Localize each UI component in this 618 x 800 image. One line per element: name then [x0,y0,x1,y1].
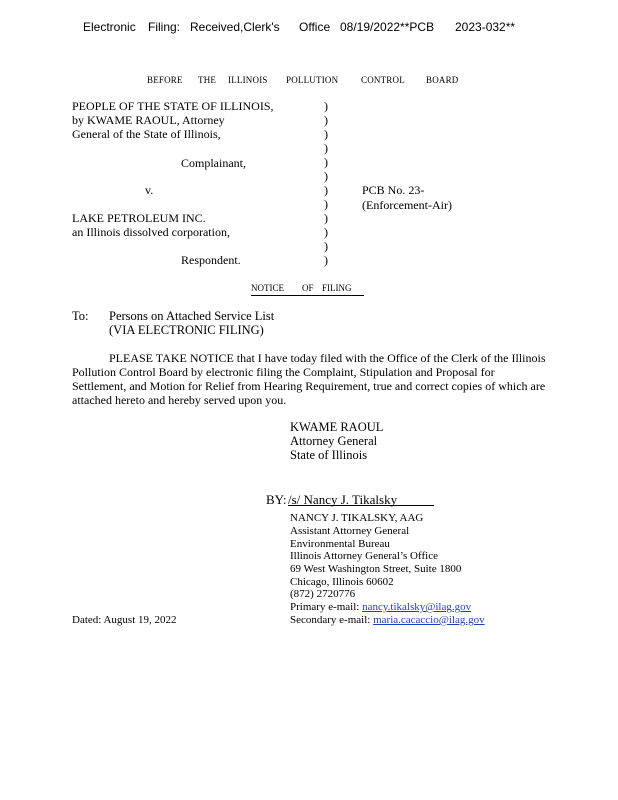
contact-line: Environmental Bureau [290,538,390,550]
caption-paren: ) [324,127,328,141]
body-line: Pollution Control Board by electronic filing the Complaint, Stipulation and Proposal for [72,365,495,379]
primary-email-link[interactable]: nancy.tikalsky@ilag.gov [362,601,472,613]
body-line: Settlement, and Motion for Relief from Hearing Requirement, true and correct copies of which are [72,379,546,393]
caption-paren: ) [324,239,328,253]
header-received: Received,Clerk's [190,20,280,34]
contact-line: Chicago, Illinois 60602 [290,576,394,588]
caption-paren: ) [324,197,328,211]
respondent-label: Respondent. [181,253,241,267]
versus-label: v. [145,183,154,197]
defendant-line: an Illinois dissolved corporation, [72,225,230,239]
case-number: PCB No. 23- [362,183,425,197]
contact-line: (872) 2720776 [290,588,356,600]
complainant-label: Complainant, [181,156,246,170]
plaintiff-line: General of the State of Illinois, [72,127,221,141]
caption-paren: ) [324,113,328,127]
primary-email-row [290,601,471,613]
plaintiff-line: by KWAME RAOUL, Attorney [72,113,225,127]
caption-paren: ) [324,99,328,113]
header-filing: Filing: [148,20,181,34]
signature-underline [288,505,434,506]
header-date-code: 08/19/2022**PCB [340,20,435,34]
notice-title-word: NOTICE [251,283,284,293]
caption-paren: ) [324,155,328,169]
board-title-word: POLLUTION [286,75,339,85]
caption-paren: ) [324,169,328,183]
notice-title-underline [251,295,364,296]
header-office: Office [299,20,331,34]
to-line: Persons on Attached Service List [109,309,275,323]
signatory-line: State of Illinois [290,448,368,462]
secondary-email-link[interactable]: maria.cacaccio@ilag.gov [373,614,485,626]
dated-line: Dated: August 19, 2022 [72,614,177,626]
body-line: attached hereto and hereby served upon you. [72,393,287,407]
signature-by-label: BY: [266,492,287,507]
notice-title-word: OF [302,283,314,293]
contact-line: 69 West Washington Street, Suite 1800 [290,563,462,575]
board-title-word: ILLINOIS [228,75,268,85]
plaintiff-line: PEOPLE OF THE STATE OF ILLINOIS, [72,99,274,113]
signature-name: /s/ Nancy J. Tikalsky [288,492,398,507]
defendant-line: LAKE PETROLEUM INC. [72,211,206,225]
contact-line: Illinois Attorney General’s Office [290,550,438,562]
caption-paren: ) [324,141,328,155]
caption-paren: ) [324,253,328,267]
notice-title-word: FILING [322,283,352,293]
case-type: (Enforcement-Air) [362,198,452,212]
contact-line: NANCY J. TIKALSKY, AAG [290,512,424,524]
body-line: PLEASE TAKE NOTICE that I have today filed with the Office of the Clerk of the Illinois [109,351,546,365]
primary-email-label: Primary e-mail: [290,601,360,613]
to-label: To: [72,309,89,323]
contact-line: Assistant Attorney General [290,525,410,537]
header-electronic: Electronic [83,20,136,34]
board-title-word: CONTROL [361,75,405,85]
to-line: (VIA ELECTRONIC FILING) [109,323,264,337]
board-title-word: BOARD [426,75,459,85]
caption-paren: ) [324,211,328,225]
signatory-line: Attorney General [290,434,378,448]
caption-paren: ) [324,183,328,197]
board-title-word: BEFORE [147,75,183,85]
secondary-email-label: Secondary e-mail: [290,614,371,626]
board-title-word: THE [198,75,217,85]
header-case-code: 2023-032** [455,20,516,34]
signatory-line: KWAME RAOUL [290,420,384,434]
secondary-email-row [290,614,485,626]
caption-paren: ) [324,225,328,239]
